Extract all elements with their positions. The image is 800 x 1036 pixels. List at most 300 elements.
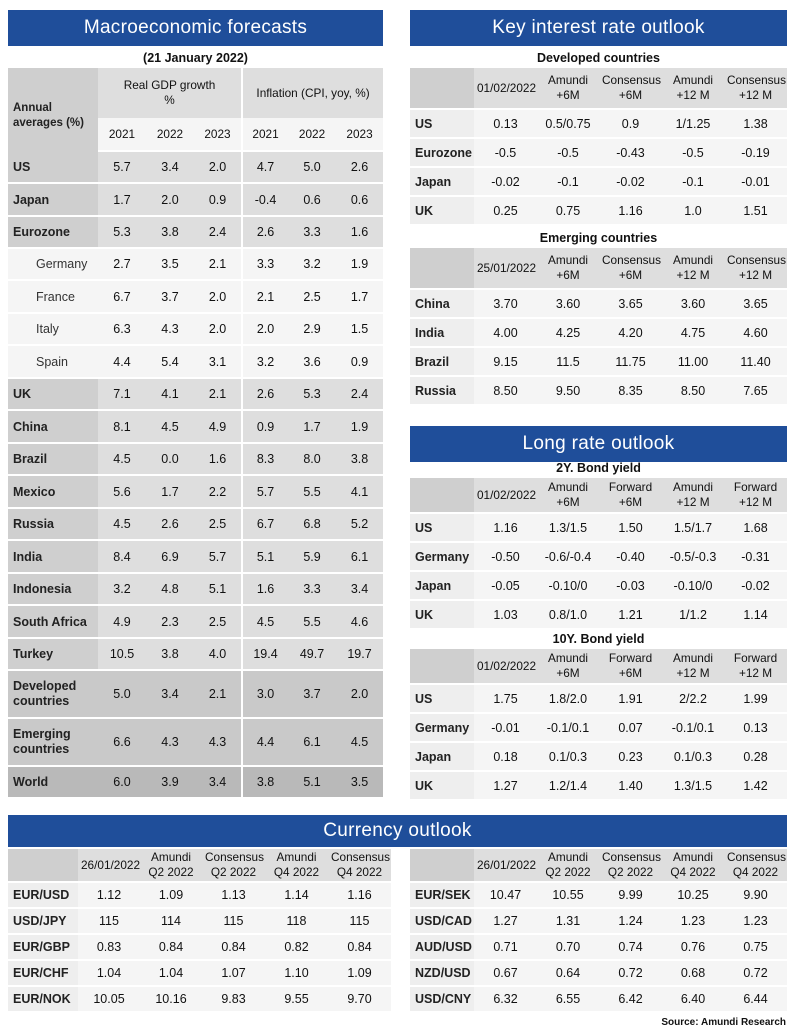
value-cell: 1.04 <box>140 961 202 987</box>
value-cell: 5.3 <box>288 379 336 411</box>
value-cell: -0.01 <box>474 714 537 743</box>
value-cell: 5.0 <box>98 671 146 719</box>
emerging-rates-table <box>410 248 787 406</box>
value-cell: 0.6 <box>336 184 383 217</box>
value-cell: 1.13 <box>202 883 265 909</box>
value-cell: 3.4 <box>146 152 194 184</box>
value-cell: 0.75 <box>724 935 787 961</box>
value-cell: 0.18 <box>474 743 537 772</box>
value-cell: 9.15 <box>474 348 537 377</box>
value-cell: 0.75 <box>537 197 599 226</box>
value-cell: 1.6 <box>336 217 383 249</box>
column-header: Consensus +6M <box>599 68 662 110</box>
value-cell: 6.9 <box>146 541 194 574</box>
column-header: 01/02/2022 <box>474 649 537 685</box>
macro-row <box>8 249 383 281</box>
value-cell: 0.76 <box>662 935 724 961</box>
value-cell: 10.47 <box>474 883 537 909</box>
macro-row <box>8 281 383 314</box>
value-cell: 1.68 <box>724 514 787 543</box>
row-label: EUR/GBP <box>8 935 78 961</box>
column-header: Consensus Q4 2022 <box>724 849 787 883</box>
value-cell: 3.65 <box>599 290 662 319</box>
value-cell: 2.0 <box>146 184 194 217</box>
developed-subtitle: Developed countries <box>537 51 660 65</box>
column-header: Consensus Q2 2022 <box>599 849 662 883</box>
value-cell: 0.74 <box>599 935 662 961</box>
value-cell: 2.7 <box>98 249 146 281</box>
column-header: 26/01/2022 <box>474 849 537 883</box>
value-cell: -0.43 <box>599 139 662 168</box>
value-cell: 2.1 <box>194 671 241 719</box>
value-cell: 2.5 <box>194 606 241 639</box>
table-row <box>410 348 787 377</box>
value-cell: 9.50 <box>537 377 599 406</box>
value-cell: 2.1 <box>194 249 241 281</box>
value-cell: 4.3 <box>146 314 194 346</box>
row-label: World <box>8 767 98 799</box>
table-row <box>8 909 391 935</box>
value-cell: 0.9 <box>599 110 662 139</box>
y2-subtitle: 2Y. Bond yield <box>556 461 641 475</box>
row-label: Russia <box>8 509 98 541</box>
value-cell: 1.99 <box>724 685 787 714</box>
value-cell: 3.8 <box>241 767 288 799</box>
table-row <box>410 110 787 139</box>
table-row <box>8 961 391 987</box>
value-cell: 5.1 <box>288 767 336 799</box>
value-cell: 0.9 <box>241 411 288 444</box>
value-cell: -0.50 <box>474 543 537 572</box>
value-cell: 1.7 <box>98 184 146 217</box>
value-cell: 10.25 <box>662 883 724 909</box>
value-cell: 7.1 <box>98 379 146 411</box>
macro-row <box>8 184 383 217</box>
value-cell: 0.07 <box>599 714 662 743</box>
value-cell: 4.5 <box>98 509 146 541</box>
key-rates-title: Key interest rate outlook <box>410 10 787 46</box>
table-row <box>410 772 787 801</box>
value-cell: 3.3 <box>241 249 288 281</box>
column-header: Amundi Q4 2022 <box>662 849 724 883</box>
value-cell: 3.1 <box>194 346 241 379</box>
value-cell: 1.07 <box>202 961 265 987</box>
macro-date: (21 January 2022) <box>143 51 248 65</box>
value-cell: 0.1/0.3 <box>537 743 599 772</box>
row-label: Turkey <box>8 639 98 671</box>
row-label: UK <box>410 772 474 801</box>
value-cell: 8.50 <box>662 377 724 406</box>
value-cell: 6.7 <box>98 281 146 314</box>
macro-row <box>8 379 383 411</box>
value-cell: 1.23 <box>662 909 724 935</box>
value-cell: 49.7 <box>288 639 336 671</box>
row-label: UK <box>410 197 474 226</box>
row-label: Japan <box>410 168 474 197</box>
macro-row <box>8 574 383 606</box>
row-label: Italy <box>8 314 98 346</box>
column-header: Forward +12 M <box>724 478 787 514</box>
column-header: Amundi Q2 2022 <box>140 849 202 883</box>
row-label: EUR/NOK <box>8 987 78 1013</box>
value-cell: 3.70 <box>474 290 537 319</box>
value-cell: 1.0 <box>662 197 724 226</box>
value-cell: 5.2 <box>336 509 383 541</box>
value-cell: 8.50 <box>474 377 537 406</box>
table-row <box>8 935 391 961</box>
column-header: Amundi +6M <box>537 649 599 685</box>
value-cell: 6.3 <box>98 314 146 346</box>
row-label: Brazil <box>8 444 98 476</box>
row-label: EUR/CHF <box>8 961 78 987</box>
row-label: China <box>410 290 474 319</box>
value-cell: 4.3 <box>194 719 241 767</box>
macro-title: Macroeconomic forecasts <box>8 10 383 46</box>
value-cell: -0.10/0 <box>537 572 599 601</box>
value-cell: 4.5 <box>146 411 194 444</box>
value-cell: 1.51 <box>724 197 787 226</box>
y2-bond-table <box>410 478 787 630</box>
value-cell: 5.1 <box>241 541 288 574</box>
value-cell: 5.4 <box>146 346 194 379</box>
value-cell: 4.5 <box>241 606 288 639</box>
row-label: US <box>410 685 474 714</box>
value-cell: 3.8 <box>336 444 383 476</box>
value-cell: 2.2 <box>194 476 241 509</box>
value-cell: 1.3/1.5 <box>662 772 724 801</box>
row-label: Developed countries <box>8 671 98 719</box>
year-header: 2023 <box>336 118 383 152</box>
macro-row <box>8 639 383 671</box>
row-label: India <box>8 541 98 574</box>
column-header: Amundi Q2 2022 <box>537 849 599 883</box>
value-cell: 8.4 <box>98 541 146 574</box>
value-cell: 4.60 <box>724 319 787 348</box>
value-cell: -0.02 <box>724 572 787 601</box>
value-cell: 6.7 <box>241 509 288 541</box>
value-cell: 4.5 <box>336 719 383 767</box>
value-cell: 4.4 <box>241 719 288 767</box>
value-cell: 2/2.2 <box>662 685 724 714</box>
row-label: Indonesia <box>8 574 98 606</box>
value-cell: 1.5 <box>336 314 383 346</box>
value-cell: 4.9 <box>194 411 241 444</box>
column-header: Amundi +12 M <box>662 248 724 290</box>
table-row <box>410 290 787 319</box>
value-cell: 1.27 <box>474 772 537 801</box>
value-cell: 0.25 <box>474 197 537 226</box>
value-cell: 11.40 <box>724 348 787 377</box>
value-cell: 9.99 <box>599 883 662 909</box>
value-cell: 2.1 <box>241 281 288 314</box>
value-cell: 0.23 <box>599 743 662 772</box>
column-header: Amundi +12 M <box>662 649 724 685</box>
currency-table-right <box>410 849 787 1013</box>
row-label: Brazil <box>410 348 474 377</box>
currency-title: Currency outlook <box>8 815 787 847</box>
value-cell: 1/1.2 <box>662 601 724 630</box>
value-cell: -0.6/-0.4 <box>537 543 599 572</box>
table-row <box>410 514 787 543</box>
value-cell: -0.02 <box>599 168 662 197</box>
corner-cell <box>410 68 474 110</box>
row-label: India <box>410 319 474 348</box>
row-label: Spain <box>8 346 98 379</box>
value-cell: 4.3 <box>146 719 194 767</box>
long-rates-title: Long rate outlook <box>410 426 787 462</box>
value-cell: 0.84 <box>202 935 265 961</box>
corner-label: Annual averages (%) <box>8 68 98 152</box>
value-cell: 2.4 <box>194 217 241 249</box>
value-cell: 0.68 <box>662 961 724 987</box>
value-cell: 2.6 <box>336 152 383 184</box>
year-header: 2023 <box>194 118 241 152</box>
row-label: UK <box>410 601 474 630</box>
value-cell: 1.7 <box>288 411 336 444</box>
macro-row <box>8 719 383 767</box>
value-cell: 0.72 <box>724 961 787 987</box>
value-cell: 3.3 <box>288 574 336 606</box>
value-cell: 1.16 <box>474 514 537 543</box>
value-cell: 1.14 <box>724 601 787 630</box>
value-cell: 7.65 <box>724 377 787 406</box>
value-cell: 0.84 <box>328 935 391 961</box>
table-row <box>410 743 787 772</box>
macro-row <box>8 444 383 476</box>
value-cell: -0.19 <box>724 139 787 168</box>
value-cell: 1.5/1.7 <box>662 514 724 543</box>
column-header: 25/01/2022 <box>474 248 537 290</box>
value-cell: 5.7 <box>194 541 241 574</box>
value-cell: 1.8/2.0 <box>537 685 599 714</box>
value-cell: 4.6 <box>336 606 383 639</box>
value-cell: 3.8 <box>146 217 194 249</box>
value-cell: 6.44 <box>724 987 787 1013</box>
year-header: 2022 <box>146 118 194 152</box>
value-cell: 11.75 <box>599 348 662 377</box>
table-row <box>410 377 787 406</box>
gdp-group-header: Real GDP growth % <box>98 68 241 118</box>
y10-subtitle: 10Y. Bond yield <box>552 632 645 646</box>
value-cell: -0.4 <box>241 184 288 217</box>
value-cell: 3.60 <box>662 290 724 319</box>
row-label: EUR/SEK <box>410 883 474 909</box>
macro-row <box>8 767 383 799</box>
value-cell: 2.0 <box>336 671 383 719</box>
macro-row <box>8 606 383 639</box>
column-header: 26/01/2022 <box>78 849 140 883</box>
macro-row <box>8 476 383 509</box>
row-label: UK <box>8 379 98 411</box>
table-row <box>410 197 787 226</box>
value-cell: 5.6 <box>98 476 146 509</box>
row-label: Japan <box>410 743 474 772</box>
value-cell: 8.1 <box>98 411 146 444</box>
value-cell: 8.0 <box>288 444 336 476</box>
column-header: Consensus +6M <box>599 248 662 290</box>
value-cell: -0.40 <box>599 543 662 572</box>
value-cell: 0.70 <box>537 935 599 961</box>
value-cell: 4.1 <box>336 476 383 509</box>
value-cell: -0.1 <box>662 168 724 197</box>
value-cell: 0.84 <box>140 935 202 961</box>
value-cell: 118 <box>265 909 328 935</box>
value-cell: -0.31 <box>724 543 787 572</box>
value-cell: 2.0 <box>194 152 241 184</box>
value-cell: 10.16 <box>140 987 202 1013</box>
value-cell: 3.9 <box>146 767 194 799</box>
value-cell: -0.1/0.1 <box>662 714 724 743</box>
value-cell: 2.1 <box>194 379 241 411</box>
value-cell: 6.55 <box>537 987 599 1013</box>
value-cell: -0.1/0.1 <box>537 714 599 743</box>
value-cell: 4.1 <box>146 379 194 411</box>
macro-row <box>8 217 383 249</box>
value-cell: 114 <box>140 909 202 935</box>
value-cell: 1.16 <box>328 883 391 909</box>
column-header: Consensus +12 M <box>724 248 787 290</box>
value-cell: 5.3 <box>98 217 146 249</box>
table-row <box>8 987 391 1013</box>
table-row <box>410 714 787 743</box>
macro-row <box>8 671 383 719</box>
value-cell: 6.42 <box>599 987 662 1013</box>
value-cell: 0.0 <box>146 444 194 476</box>
value-cell: 1.3/1.5 <box>537 514 599 543</box>
table-row <box>410 139 787 168</box>
value-cell: 6.32 <box>474 987 537 1013</box>
value-cell: 1.16 <box>599 197 662 226</box>
corner-cell <box>8 849 78 883</box>
row-label: South Africa <box>8 606 98 639</box>
table-row <box>410 685 787 714</box>
macro-row <box>8 411 383 444</box>
value-cell: 2.9 <box>288 314 336 346</box>
value-cell: 4.9 <box>98 606 146 639</box>
value-cell: -0.1 <box>537 168 599 197</box>
row-label: Germany <box>410 543 474 572</box>
value-cell: 4.5 <box>98 444 146 476</box>
row-label: USD/JPY <box>8 909 78 935</box>
value-cell: 2.6 <box>146 509 194 541</box>
value-cell: 3.4 <box>336 574 383 606</box>
value-cell: 3.65 <box>724 290 787 319</box>
value-cell: -0.5/-0.3 <box>662 543 724 572</box>
table-row <box>410 168 787 197</box>
value-cell: -0.05 <box>474 572 537 601</box>
value-cell: 1.9 <box>336 411 383 444</box>
value-cell: 10.5 <box>98 639 146 671</box>
value-cell: 2.0 <box>194 314 241 346</box>
value-cell: 5.1 <box>194 574 241 606</box>
value-cell: 9.70 <box>328 987 391 1013</box>
value-cell: 4.00 <box>474 319 537 348</box>
corner-cell <box>410 478 474 514</box>
value-cell: 1.2/1.4 <box>537 772 599 801</box>
value-cell: 1.23 <box>724 909 787 935</box>
row-label: Japan <box>410 572 474 601</box>
column-header: Amundi +12 M <box>662 478 724 514</box>
column-header: Forward +6M <box>599 478 662 514</box>
value-cell: 4.25 <box>537 319 599 348</box>
row-label: France <box>8 281 98 314</box>
column-header: Amundi +6M <box>537 68 599 110</box>
value-cell: 3.60 <box>537 290 599 319</box>
row-label: Eurozone <box>410 139 474 168</box>
value-cell: 3.2 <box>98 574 146 606</box>
table-row <box>410 987 787 1013</box>
value-cell: 6.6 <box>98 719 146 767</box>
value-cell: 2.4 <box>336 379 383 411</box>
value-cell: 1.09 <box>328 961 391 987</box>
row-label: Emerging countries <box>8 719 98 767</box>
value-cell: 9.90 <box>724 883 787 909</box>
value-cell: 3.5 <box>146 249 194 281</box>
table-row <box>410 601 787 630</box>
column-header: Amundi +6M <box>537 248 599 290</box>
value-cell: 115 <box>202 909 265 935</box>
value-cell: 3.2 <box>288 249 336 281</box>
value-cell: 0.9 <box>336 346 383 379</box>
value-cell: -0.5 <box>537 139 599 168</box>
row-label: US <box>410 514 474 543</box>
value-cell: 1.31 <box>537 909 599 935</box>
corner-cell <box>410 248 474 290</box>
year-header: 2022 <box>288 118 336 152</box>
value-cell: 4.20 <box>599 319 662 348</box>
table-row <box>410 935 787 961</box>
year-header: 2021 <box>98 118 146 152</box>
value-cell: 3.0 <box>241 671 288 719</box>
value-cell: 0.5/0.75 <box>537 110 599 139</box>
value-cell: 3.3 <box>288 217 336 249</box>
value-cell: 1/1.25 <box>662 110 724 139</box>
value-cell: 19.7 <box>336 639 383 671</box>
value-cell: 2.0 <box>241 314 288 346</box>
column-header: Amundi +6M <box>537 478 599 514</box>
value-cell: 4.7 <box>241 152 288 184</box>
value-cell: 3.4 <box>146 671 194 719</box>
column-header: Amundi +12 M <box>662 68 724 110</box>
value-cell: 4.75 <box>662 319 724 348</box>
value-cell: 0.64 <box>537 961 599 987</box>
value-cell: 1.10 <box>265 961 328 987</box>
value-cell: -0.02 <box>474 168 537 197</box>
column-header: 01/02/2022 <box>474 478 537 514</box>
row-label: Mexico <box>8 476 98 509</box>
value-cell: 0.1/0.3 <box>662 743 724 772</box>
row-label: AUD/USD <box>410 935 474 961</box>
row-label: USD/CNY <box>410 987 474 1013</box>
value-cell: 2.6 <box>241 379 288 411</box>
value-cell: 5.0 <box>288 152 336 184</box>
column-header: Forward +12 M <box>724 649 787 685</box>
value-cell: 115 <box>78 909 140 935</box>
row-label: Russia <box>410 377 474 406</box>
column-header: Amundi Q4 2022 <box>265 849 328 883</box>
value-cell: -0.5 <box>474 139 537 168</box>
value-cell: 1.40 <box>599 772 662 801</box>
value-cell: 6.1 <box>288 719 336 767</box>
value-cell: 0.6 <box>288 184 336 217</box>
table-row <box>8 883 391 909</box>
row-label: EUR/USD <box>8 883 78 909</box>
row-label: Germany <box>8 249 98 281</box>
value-cell: 2.5 <box>288 281 336 314</box>
value-cell: 4.0 <box>194 639 241 671</box>
value-cell: 19.4 <box>241 639 288 671</box>
value-cell: -0.5 <box>662 139 724 168</box>
